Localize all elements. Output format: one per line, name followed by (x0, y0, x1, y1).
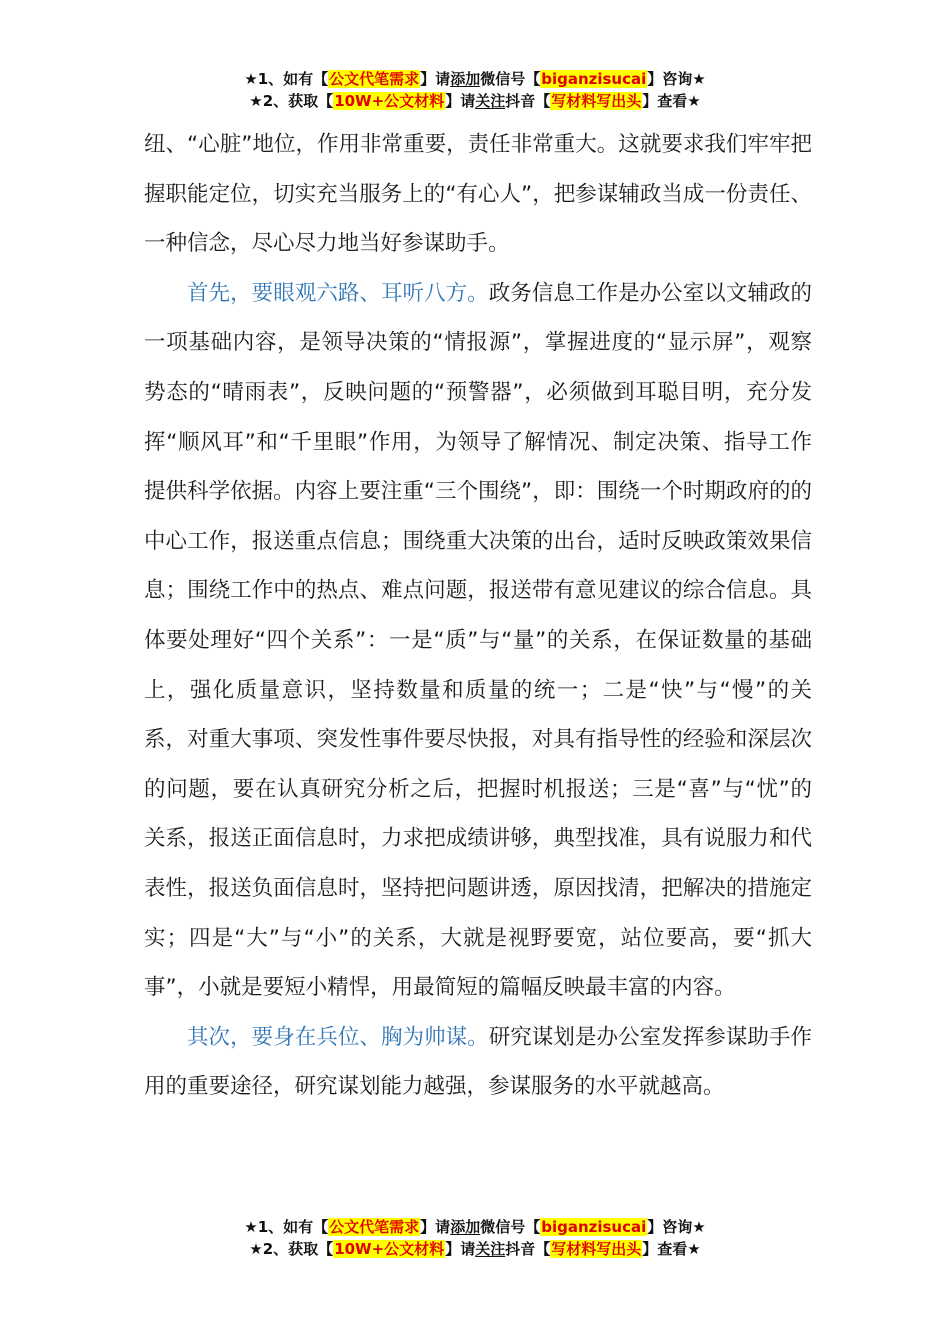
banner-text: 微信号【 (480, 70, 541, 88)
paragraph-continued: 纽、“心脏”地位，作用非常重要，责任非常重大。这就要求我们牢牢把握职能定位，切实充当服务上的“有心人”，把参谋辅政当成一份责任、一种信念，尽心尽力地当好参谋助手。 (144, 132, 812, 257)
banner-text: 】请 (420, 70, 451, 88)
banner-text: 】查看★ (642, 1240, 701, 1258)
banner-text: 】请 (445, 1240, 476, 1258)
banner-highlight-douyin: 写材料写出头 (551, 1240, 642, 1258)
document-body (144, 120, 812, 1112)
header-banner (0, 68, 950, 112)
paragraph-first-point (144, 269, 812, 1013)
banner-highlight-service: 公文代笔需求 (329, 70, 420, 88)
banner-underline-text: 关注 (475, 92, 506, 110)
banner-text: 】咨询★ (647, 1218, 706, 1236)
banner-line-1 (0, 1216, 950, 1238)
banner-highlight-materials: 10W+公文材料 (334, 1240, 445, 1258)
banner-underline-text: 添加 (450, 70, 481, 88)
banner-text: ★2、获取【 (249, 92, 334, 110)
banner-highlight-douyin: 写材料写出头 (551, 92, 642, 110)
banner-highlight-service: 公文代笔需求 (329, 1218, 420, 1236)
banner-text: ★1、如有【 (244, 1218, 329, 1236)
banner-line-1 (0, 68, 950, 90)
banner-text: 】请 (445, 92, 476, 110)
banner-line-2 (0, 90, 950, 112)
paragraph-text: 研究谋划是办公室发挥参谋助手作用的重要途径，研究谋划能力越强，参谋服务的水平就越高。 (144, 1024, 812, 1100)
banner-text: ★1、如有【 (244, 70, 329, 88)
banner-underline-text: 关注 (475, 1240, 506, 1258)
banner-text: ★2、获取【 (249, 1240, 334, 1258)
paragraph-lead-heading: 首先，要眼观六路、耳听八方。 (187, 280, 489, 306)
banner-highlight-materials: 10W+公文材料 (334, 92, 445, 110)
banner-text: 抖音【 (505, 1240, 551, 1258)
banner-line-2 (0, 1238, 950, 1260)
banner-highlight-wechat: biganzisucai (541, 70, 647, 88)
banner-text: 微信号【 (480, 1218, 541, 1236)
banner-text: 】请 (420, 1218, 451, 1236)
banner-text: 】咨询★ (647, 70, 706, 88)
banner-underline-text: 添加 (450, 1218, 481, 1236)
paragraph-lead-heading: 其次，要身在兵位、胸为帅谋。 (187, 1024, 489, 1050)
footer-banner (0, 1216, 950, 1260)
paragraph-second-point (144, 1013, 812, 1112)
banner-text: 抖音【 (505, 92, 551, 110)
banner-highlight-wechat: biganzisucai (541, 1218, 647, 1236)
paragraph-text: 政务信息工作是办公室以文辅政的一项基础内容，是领导决策的“情报源”，掌握进度的“显示屏”，观察势态的“晴雨表”，反映问题的“预警器”，必须做到耳聪目明，充分发挥“顺风耳”和“千里眼”作用，为领导了解情况、制定决策、指导工作提供科学依据。内容上要注重“三个围绕”，即：围绕一个时期政府的的中心工作，报送重点信息；围绕重大决策的出台，适时反映政策效果信息；围绕工作中的热点、难点问题，报送带有意见建议的综合信息。具体要处理好“四个关系”：一是“质”与“量”的关系，在保证数量的基础上，强化质量意识，坚持数量和质量的统一；二是“快”与“慢”的关系，对重大事项、突发性事件要尽快报，对具有指导性的经验和深层次的问题，要在认真研究分析之后，把握时机报送；三是“喜”与“忧”的关系，报送正面信息时，力求把成绩讲够，典型找准，具有说服力和代表性，报送负面信息时，坚持把问题讲透，原因找清，把解决的措施定实；四是“大”与“小”的关系，大就是视野要宽，站位要高，要“抓大事”，小就是要短小精悍，用最简短的篇幅反映最丰富的内容。 (144, 280, 812, 1001)
banner-text: 】查看★ (642, 92, 701, 110)
